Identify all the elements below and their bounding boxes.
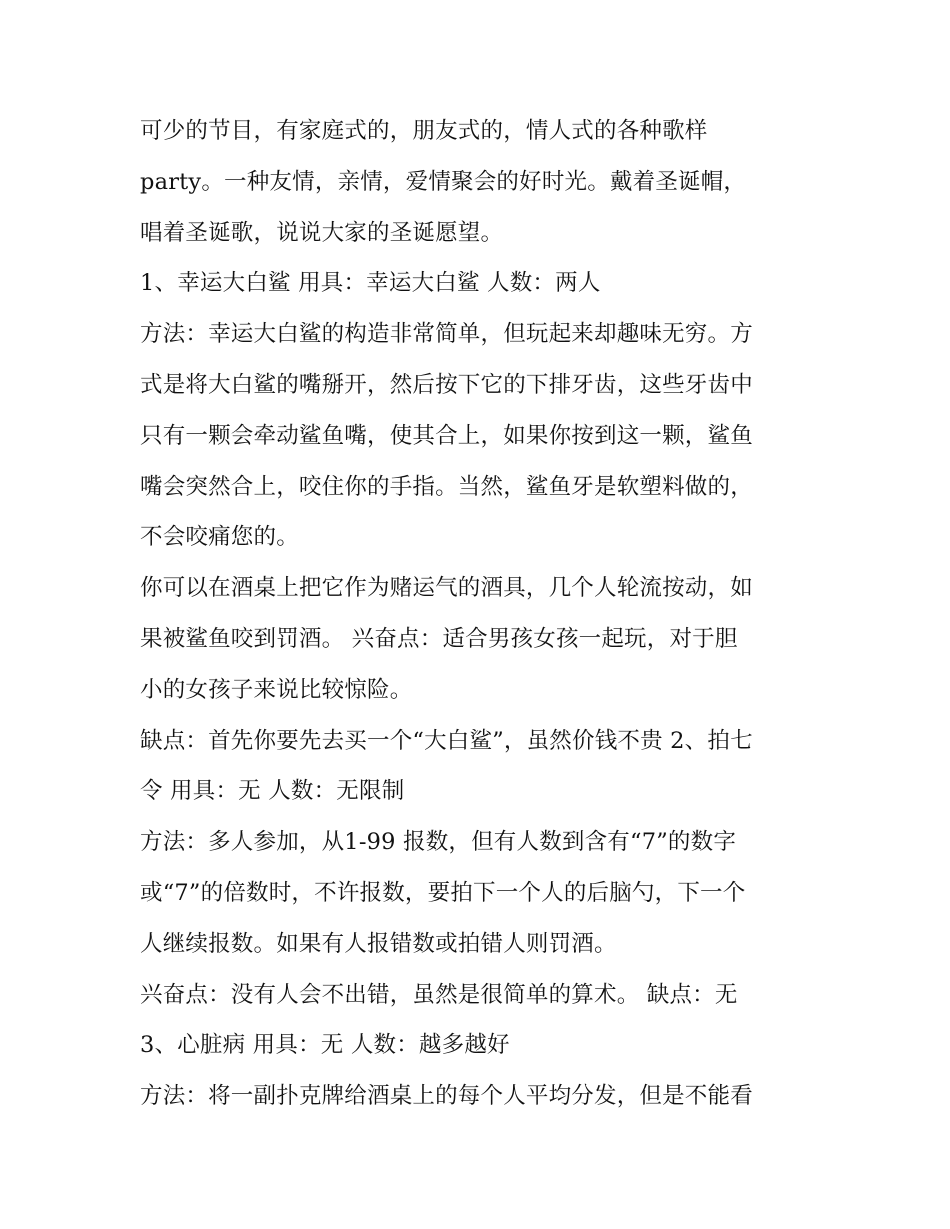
text-line: 果被鲨鱼咬到罚酒。 兴奋点：适合男孩女孩一起玩，对于胆: [140, 625, 738, 652]
text-line: 可少的节目，有家庭式的，朋友式的，情人式的各种歌样: [140, 118, 708, 144]
body-text: [140, 106, 820, 1122]
text-line: party。一种友情，亲情，爱情聚会的好时光。戴着圣诞帽，: [140, 168, 747, 195]
text-line: 方法：幸运大白鲨的构造非常简单，但玩起来却趣味无穷。方: [140, 321, 753, 348]
text-line: 只有一颗会牵动鲨鱼嘴，使其合上，如果你按到这一颗，鲨鱼: [140, 422, 753, 449]
text-line: 令 用具：无 人数：无限制: [140, 778, 405, 805]
text-line: 3、心脏病 用具：无 人数：越多越好: [140, 1032, 510, 1059]
text-line: 1、幸运大白鲨 用具：幸运大白鲨 人数：两人: [140, 270, 601, 297]
text-line: 小的女孩子来说比较惊险。: [140, 676, 413, 703]
text-line: 唱着圣诞歌，说说大家的圣诞愿望。: [140, 219, 504, 246]
text-line: 缺点：首先你要先去买一个“大白鲨”，虽然价钱不贵 2、拍七: [140, 727, 753, 754]
text-line: 你可以在酒桌上把它作为赌运气的酒具，几个人轮流按动，如: [140, 575, 753, 602]
text-line: 兴奋点：没有人会不出错，虽然是很简单的算术。 缺点：无: [140, 981, 738, 1008]
text-line: 嘴会突然合上，咬住你的手指。当然，鲨鱼牙是软塑料做的，: [140, 473, 753, 500]
text-line: 人继续报数。如果有人报错数或拍错人则罚酒。: [140, 930, 617, 957]
text-line: 式是将大白鲨的嘴掰开，然后按下它的下排牙齿，这些牙齿中: [140, 371, 753, 398]
text-line: 不会咬痛您的。: [140, 524, 299, 551]
text-line: 方法：多人参加，从1-99 报数，但有人数到含有“7”的数字: [140, 829, 737, 856]
text-line: 方法：将一副扑克牌给酒桌上的每个人平均分发，但是不能看: [140, 1083, 753, 1110]
text-line: 或“7”的倍数时，不许报数，要拍下一个人的后脑勺，下一个: [140, 879, 746, 906]
